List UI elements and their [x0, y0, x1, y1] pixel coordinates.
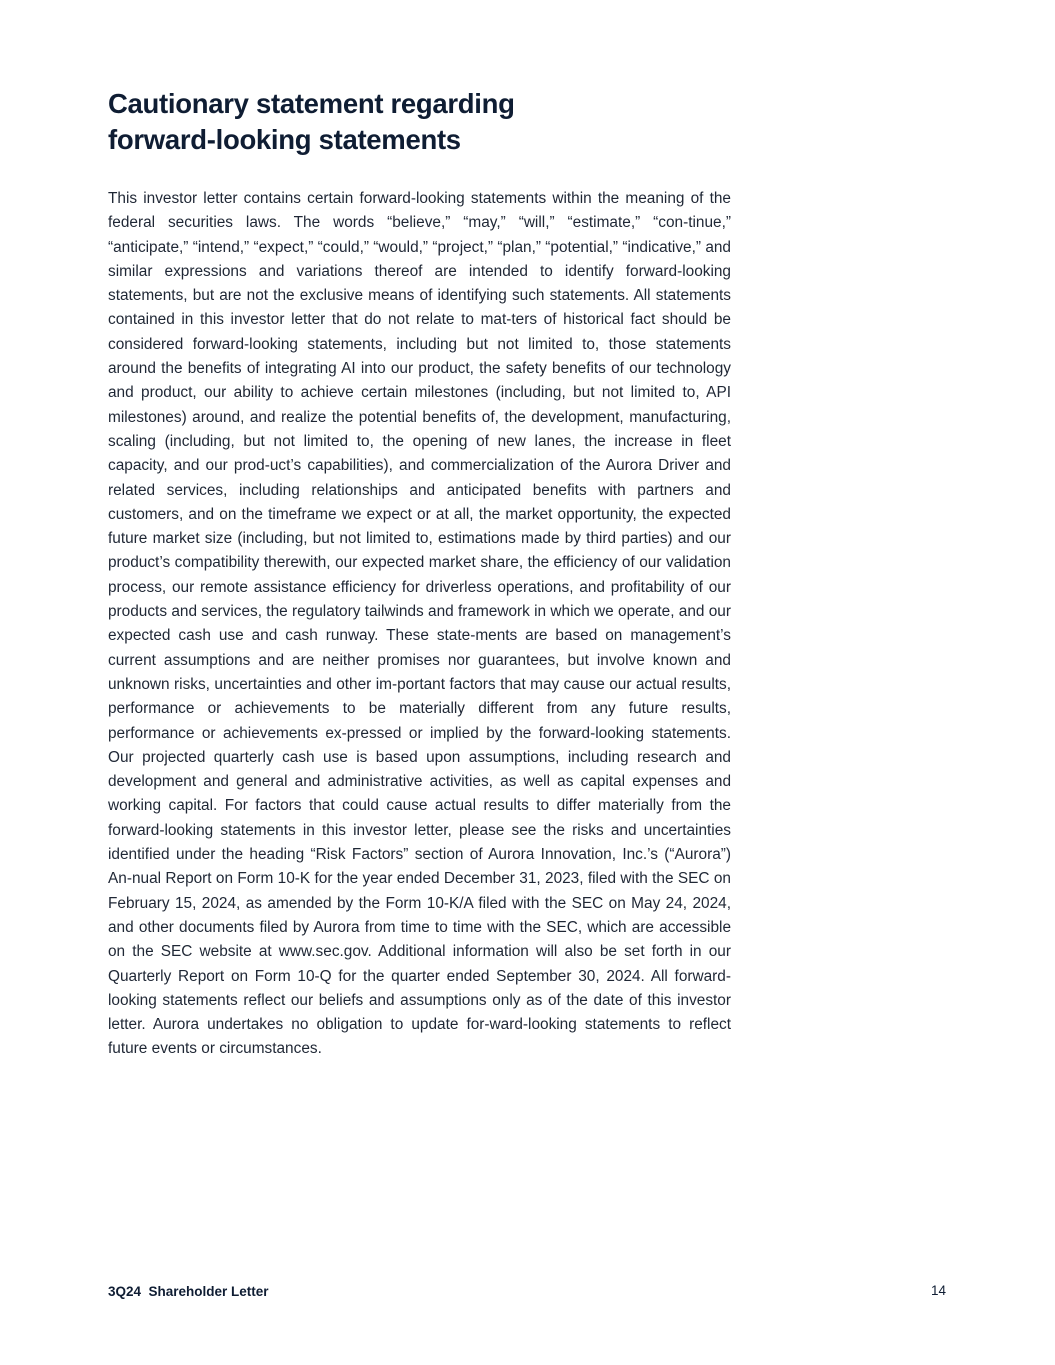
page-title-line-1: Cautionary statement regarding: [108, 88, 515, 119]
page-title-line-2: forward-looking statements: [108, 124, 461, 155]
page-number: 14: [930, 1283, 946, 1298]
cautionary-statement-paragraph: This investor letter contains certain forward-looking statements within the meaning of the federal securities laws. The words “believe,” “may,” “will,” “estimate,” “con-tinue,” “anticipate,” “intend,” “expect,” “could,” “would,” “project,” “plan,” “potential,” “indicative,” and similar expressions and variations thereof are intended to identify forward-looking statements, but are not the exclusive means of identifying such statements. All statements contained in this investor letter that do not relate to mat-ters of historical fact should be considered forward-looking statements, including but not limited to, those statements around the benefits of integrating AI into our product, the safety benefits of our technology and product, our ability to achieve certain milestones (including, but not limited to, API milestones) around, and realize the potential benefits of, the development, manufacturing, scaling (including, but not limited to, the opening of new lanes, the increase in fleet capacity, and our prod-uct’s capabilities), and commercialization of the Aurora Driver and related services, including relationships and anticipated benefits with partners and customers, and on the timeframe we expect or at all, the market opportunity, the expected future market size (including, but not limited to, estimations made by third parties) and our product’s compatibility therewith, our expected market share, the efficiency of our validation process, our remote assistance efficiency for driverless operations, and profitability of our products and services, the regulatory tailwinds and framework in which we operate, and our expected cash use and cash runway. These state-ments are based on management’s current assumptions and are neither promises nor guarantees, but involve known and unknown risks, uncertainties and other im-portant factors that may cause our actual results, performance or achievements to be materially different from any future results, performance or achievements ex-pressed or implied by the forward-looking statements. Our projected quarterly cash use is based upon assumptions, including research and development and general and administrative activities, as well as capital expenses and working capital. For factors that could cause actual results to differ materially from the forward-looking statements in this investor letter, please see the risks and uncertainties identified under the heading “Risk Factors” section of Aurora Innovation, Inc.’s (“Aurora”) An-nual Report on Form 10-K for the year ended December 31, 2023, filed with the SEC on February 15, 2024, as amended by the Form 10-K/A filed with the SEC on May 24, 2024, and other documents filed by Aurora from time to time with the SEC, which are accessible on the SEC website at www.sec.gov. Additional information will also be set forth in our Quarterly Report on Form 10-Q for the quarter ended September 30, 2024. All forward-looking statements reflect our beliefs and assumptions only as of the date of this investor letter. Aurora undertakes no obligation to update for-ward-looking statements to reflect future events or circumstances.: [108, 190, 731, 1058]
footer-document-label: 3Q24 Shareholder Letter: [108, 1284, 269, 1299]
page-title: [108, 86, 748, 158]
